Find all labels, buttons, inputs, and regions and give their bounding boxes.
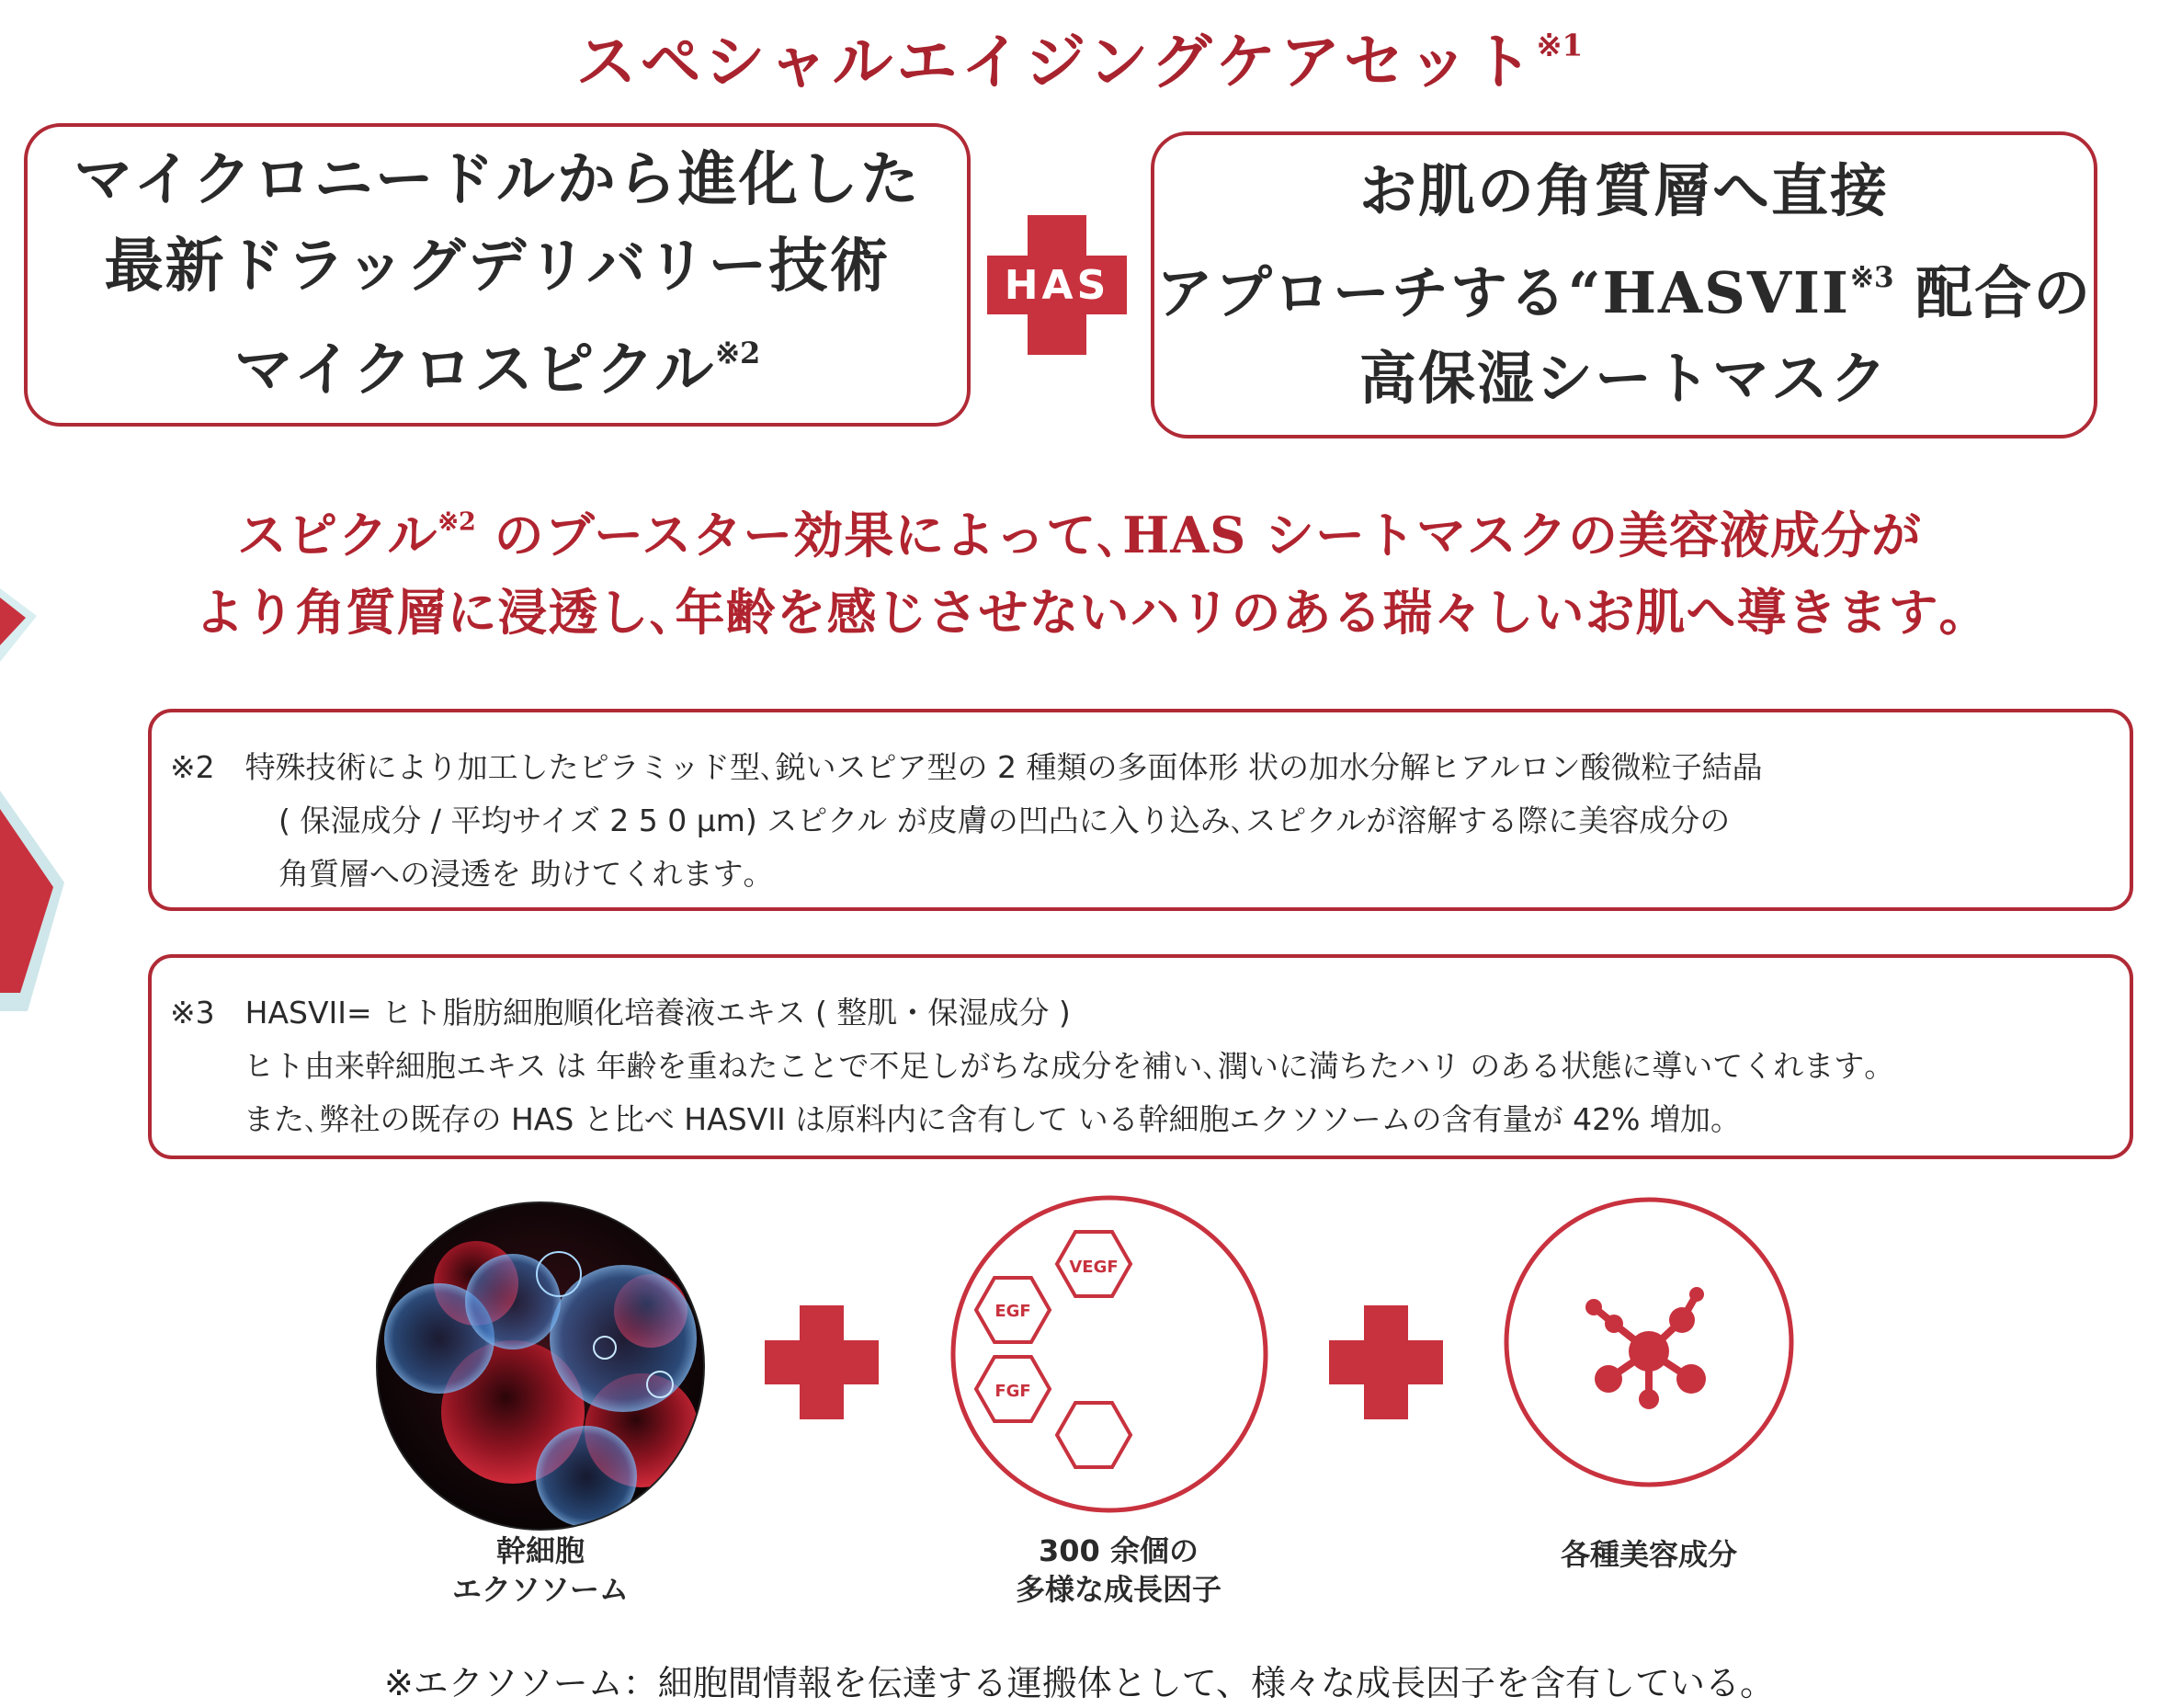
left-box-line-3-text: マイクロスピクル <box>233 335 716 404</box>
has-cross-icon <box>987 215 1127 355</box>
lead-line-2: より角質層に浸透し､年齢を感じさせないハリのある瑞々しいお肌へ導きます｡ <box>194 583 1965 642</box>
right-box-line-2 <box>1156 234 2092 336</box>
gf-caption-line-2: 多様な成長因子 <box>1015 1572 1222 1607</box>
right-box-line-3: 高保湿シートマスク <box>1358 345 1889 413</box>
hex-label-egf: EGF <box>994 1302 1031 1321</box>
molecule-network-icon <box>1502 1195 1796 1489</box>
lead-line-1-a: スピクル <box>236 506 438 564</box>
page-title <box>0 13 2159 100</box>
growth-factor-caption <box>935 1532 1302 1609</box>
right-box-note-mark: ※3 <box>1850 260 1894 294</box>
stem-cell-caption <box>357 1532 724 1609</box>
plus-icon <box>765 1305 879 1419</box>
stem-caption-line-1: 幹細胞 <box>495 1533 585 1568</box>
lead-note-mark: ※2 <box>437 507 476 537</box>
hex-label-vegf: VEGF <box>1069 1258 1119 1277</box>
plus-icon <box>1329 1305 1443 1419</box>
note-3-line-3: また､弊社の既存の HAS と比べ HASVII は原料内に含有して いる幹細胞エクソソームの含有量が 42% 増加｡ <box>244 1101 1726 1137</box>
stem-caption-line-2: エクソソーム <box>451 1572 629 1607</box>
lead-line-1 <box>0 496 2159 567</box>
left-box-line-2: 最新ドラッグデリバリー技術 <box>104 231 891 301</box>
left-box-line-3 <box>234 310 761 414</box>
right-box-line-2-b: 配合の <box>1893 258 2093 326</box>
hex-label-fgf: FGF <box>994 1382 1031 1401</box>
decorative-corner-graphic <box>0 588 101 1011</box>
note-2-line-2: ( 保湿成分 / 平均サイズ 2 5 0 μm) スピクル が皮膚の凹凸に入り込み､スピクルが溶解する際に美容成分の <box>278 803 1731 838</box>
right-box-line-2-a: アプローチする“HASVII <box>1155 258 1851 326</box>
ingredients-caption: 各種美容成分 <box>1560 1537 1737 1572</box>
stem-cell-exosome-image <box>375 1201 706 1532</box>
note-3-line-1: ※3 HASVII= ヒト脂肪細胞順化培養液エキス ( 整肌・保湿成分 ) <box>170 995 1071 1030</box>
note-2-line-1: ※2 特殊技術により加工したピラミッド型､鋭いスピア型の 2 種類の多面体形 状の加水分解ヒアルロン酸微粒子結晶 <box>170 749 1763 785</box>
growth-factor-hexagon-icon <box>949 1193 1270 1515</box>
exosome-footnote: ※エクソソーム：細胞間情報を伝達する運搬体として、様々な成長因子を含有している。 <box>383 1663 1776 1703</box>
title-note-mark: ※1 <box>1536 27 1584 63</box>
hasvii-sheet-mask-feature-box <box>1151 131 2097 438</box>
page-title-text: スペシャルエイジングケアセット <box>575 26 1537 97</box>
note-2-line-3: 角質層への浸透を 助けてくれます｡ <box>278 856 758 892</box>
left-box-line-1: マイクロニードルから進化した <box>74 144 921 214</box>
right-box-line-1: お肌の角質層へ直接 <box>1358 156 1889 224</box>
left-box-note-mark: ※2 <box>715 335 761 370</box>
gf-caption-line-1: 300 余個の <box>1039 1533 1199 1568</box>
note-3-line-2: ヒト由来幹細胞エキス は 年齢を重ねたことで不足しがちな成分を補い､潤いに満ちたハリ のある状態に導いてくれます｡ <box>244 1048 1880 1084</box>
note-3-box <box>148 954 2133 1159</box>
note-2-box <box>148 709 2133 911</box>
microspicule-feature-box <box>24 123 971 427</box>
lead-line-1-b: のブースター効果によって､HAS シートマスクの美容液成分が <box>475 506 1922 564</box>
has-badge-label: HAS <box>1004 262 1110 309</box>
